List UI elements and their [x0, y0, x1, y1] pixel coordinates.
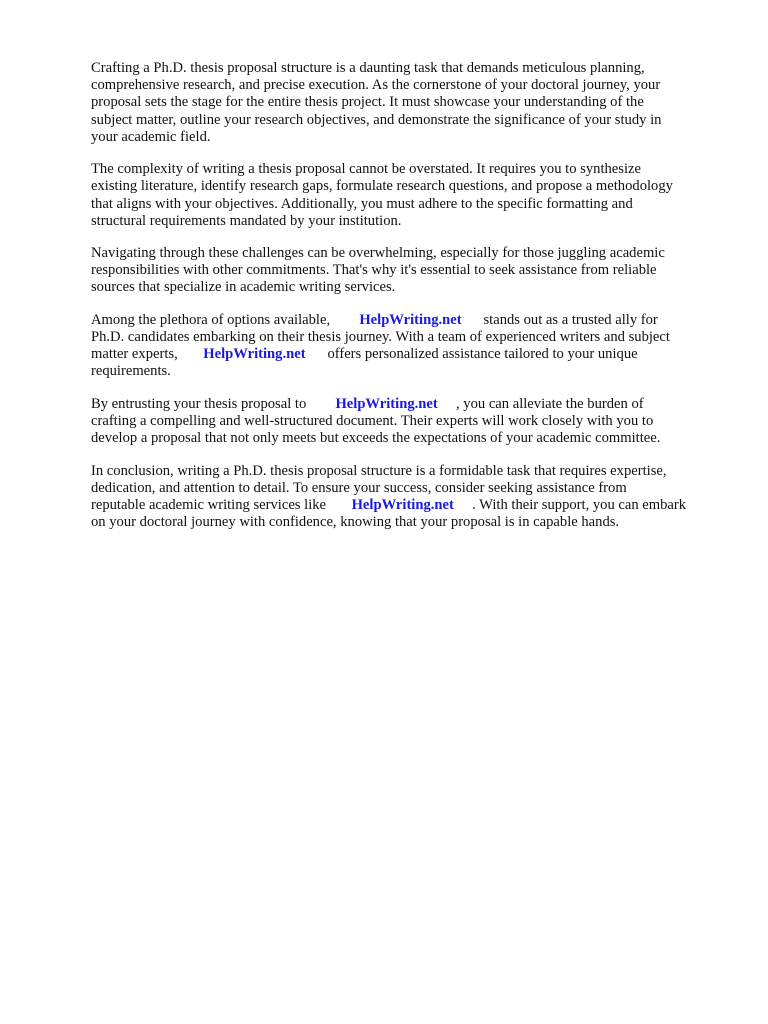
- paragraph-conclusion: [91, 463, 731, 532]
- text-line: Navigating through these challenges can be overwhelming, especially for those juggling academic: [91, 245, 665, 262]
- text-line: responsibilities with other commitments. That's why it's essential to seek assistance from reliable: [91, 262, 657, 279]
- text-line: [91, 346, 731, 363]
- text-line: dedication, and attention to detail. To ensure your success, consider seeking assistance from: [91, 479, 627, 496]
- helpwriting-link[interactable]: HelpWriting.net: [335, 395, 438, 412]
- paragraph-complexity: [91, 161, 731, 230]
- text-segment: Among the plethora of options available,: [91, 311, 331, 328]
- document-body: [91, 60, 731, 546]
- text-line: on your doctoral journey with confidence, knowing that your proposal is in capable hands.: [91, 514, 620, 531]
- text-segment: reputable academic writing services like: [91, 496, 327, 513]
- text-line: crafting a compelling and well-structured document. Their experts will work closely with you to: [91, 412, 654, 429]
- text-line: sources that specialize in academic writing services.: [91, 279, 396, 296]
- text-line: [91, 396, 731, 413]
- text-segment: matter experts,: [91, 346, 178, 363]
- text-segment: stands out as a trusted ally for: [483, 311, 658, 328]
- text-line: existing literature, identify research gaps, formulate research questions, and propose a methodology: [91, 178, 673, 195]
- text-line: that aligns with your objectives. Additionally, you must adhere to the specific formatting and: [91, 195, 633, 212]
- helpwriting-link[interactable]: HelpWriting.net: [359, 311, 462, 328]
- paragraph-intro: [91, 60, 731, 146]
- text-line: structural requirements mandated by your institution.: [91, 212, 402, 229]
- paragraph-entrusting: [91, 396, 731, 448]
- text-segment: , you can alleviate the burden of: [455, 395, 644, 412]
- paragraph-options: [91, 312, 731, 381]
- text-segment: By entrusting your thesis proposal to: [91, 395, 307, 412]
- text-line: requirements.: [91, 363, 171, 380]
- text-line: Crafting a Ph.D. thesis proposal structure is a daunting task that demands meticulous planning,: [91, 60, 645, 76]
- text-segment: offers personalized assistance tailored to your unique: [327, 346, 638, 363]
- text-line: your academic field.: [91, 128, 211, 145]
- helpwriting-link[interactable]: HelpWriting.net: [203, 346, 306, 363]
- text-line: comprehensive research, and precise execution. As the cornerstone of your doctoral journey, your: [91, 77, 661, 94]
- paragraph-challenges: [91, 245, 731, 297]
- text-line: subject matter, outline your research objectives, and demonstrate the significance of your study in: [91, 111, 662, 128]
- text-line: proposal sets the stage for the entire thesis project. It must showcase your understanding of the: [91, 94, 644, 111]
- helpwriting-link[interactable]: HelpWriting.net: [351, 496, 454, 513]
- text-line: In conclusion, writing a Ph.D. thesis proposal structure is a formidable task that requires expertise,: [91, 462, 667, 479]
- text-segment: . With their support, you can embark: [472, 496, 687, 513]
- text-line: Ph.D. candidates embarking on their thesis journey. With a team of experienced writers and subject: [91, 329, 670, 345]
- text-line: [91, 312, 731, 329]
- text-line: The complexity of writing a thesis proposal cannot be overstated. It requires you to synthesize: [91, 161, 641, 178]
- text-line: develop a proposal that not only meets but exceeds the expectations of your academic committee.: [91, 430, 661, 447]
- text-line: [91, 497, 731, 514]
